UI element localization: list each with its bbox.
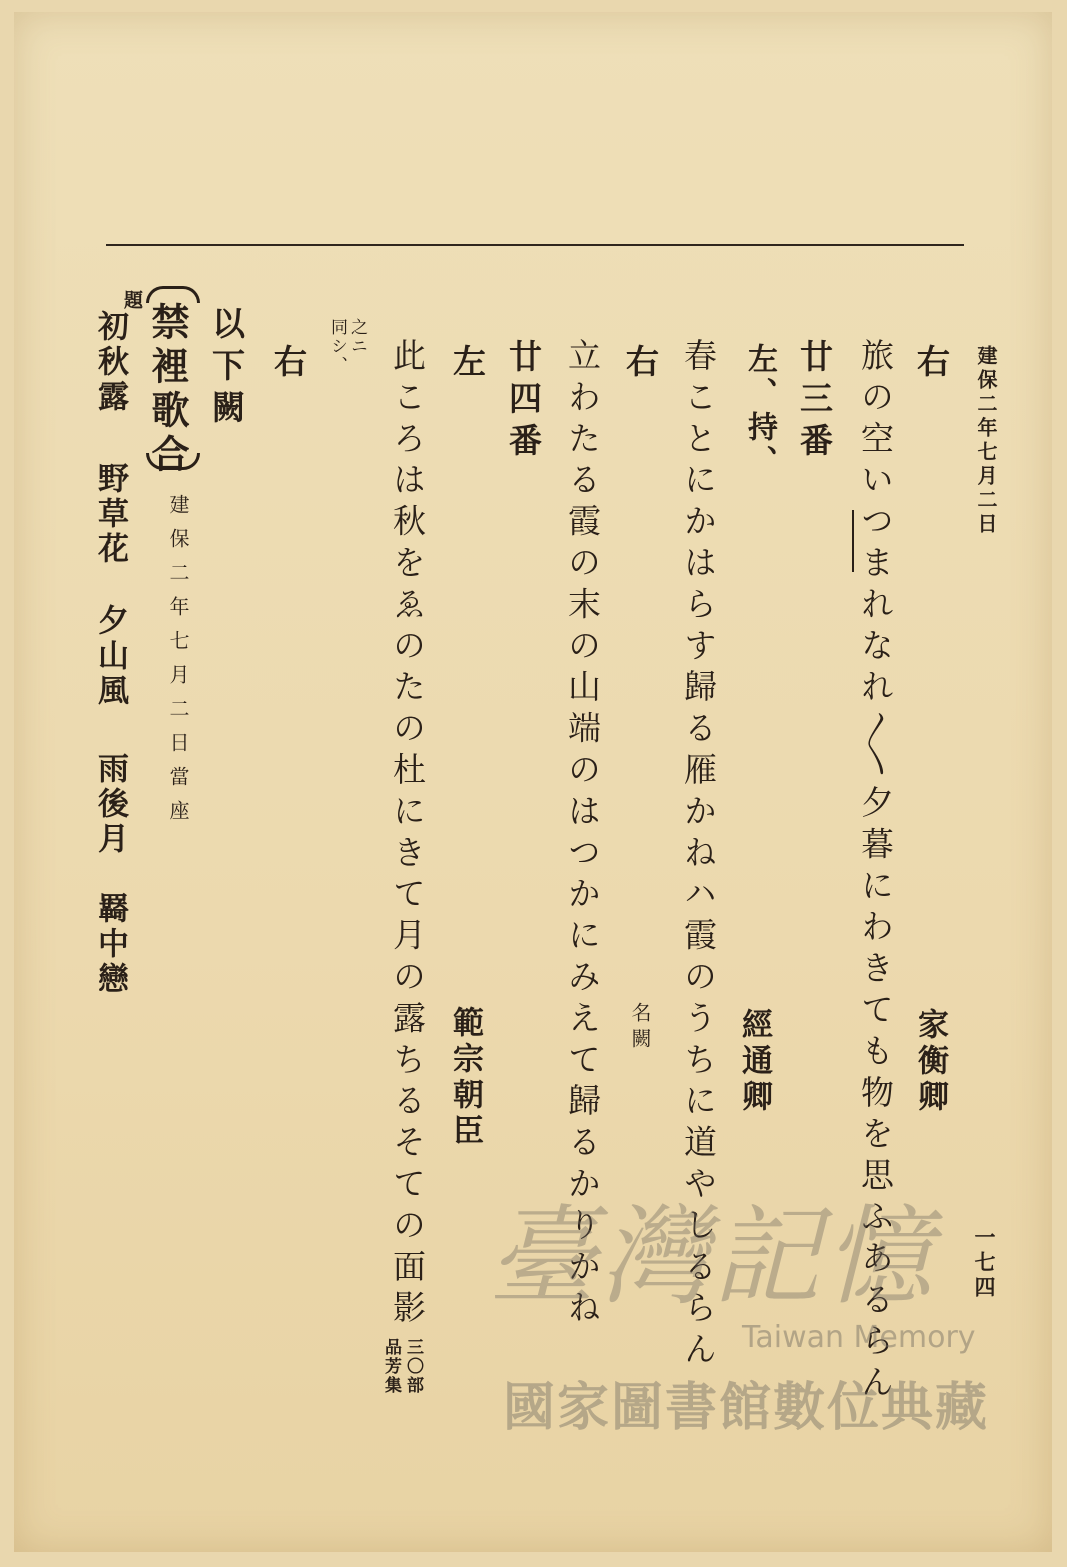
poem-4: 立わたる霞の末の山端のはつかにみえて歸るかりかね [563, 338, 602, 1332]
section-title: 禁裡歌合 [145, 302, 190, 478]
poem-3: 春ことにかはらす歸る雁かねハ霞のうちに道やしるらん [679, 338, 718, 1373]
author-1: 家衡卿 [912, 1008, 948, 1116]
page-number: 一七四 [972, 1226, 997, 1301]
poem-2: 旅の空いつまれなれ〱夕暮にわきても物を思ふあるらん [856, 338, 895, 1406]
left-tie-label: 左、持、 [742, 343, 777, 479]
bracket-bottom [146, 453, 200, 470]
poem-5: 此ころは秋をゑのたの杜にきて月の露ちるそての面影 [388, 338, 427, 1332]
watermark-calligraphy: 臺灣記憶 [488, 1195, 937, 1320]
watermark-chinese: 國家圖書館數位典藏 [503, 1378, 990, 1438]
right-label-3: 右 [269, 344, 308, 386]
source-note-2: 品芳集 [381, 1338, 401, 1395]
author-missing-note: 名闕 [628, 1002, 652, 1054]
watermark-english: Taiwan Memory [742, 1320, 976, 1355]
right-label-1: 右 [912, 344, 951, 386]
header-date-label: 建保二年七月二日 [974, 345, 998, 537]
editor-mark [852, 510, 854, 572]
topic-4: 雨後月 [92, 752, 128, 857]
topic-3: 夕山風 [92, 604, 128, 709]
right-label-2: 右 [621, 344, 660, 386]
title-date: 建保二年七月二日當座 [166, 494, 190, 834]
note-1: 之ニ [347, 318, 367, 356]
author-3: 範宗朝臣 [447, 1006, 483, 1150]
topics-label: 題 [121, 290, 143, 309]
missing-below-note: 以下闕 [207, 306, 246, 432]
round-number-24: 廿四番 [504, 339, 543, 465]
note-2: 同シ、 [327, 318, 347, 375]
author-2: 經通卿 [736, 1008, 772, 1116]
round-number-23: 廿三番 [795, 339, 834, 465]
header-rule [106, 244, 964, 246]
title-bracket [140, 286, 198, 478]
source-note-1: 三〇部 [403, 1338, 423, 1395]
topic-1: 初秋露 [92, 310, 128, 415]
topic-5: 羇中戀 [92, 892, 128, 997]
topic-2: 野草花 [92, 462, 128, 567]
left-label: 左 [448, 344, 487, 386]
bracket-top [146, 286, 200, 303]
